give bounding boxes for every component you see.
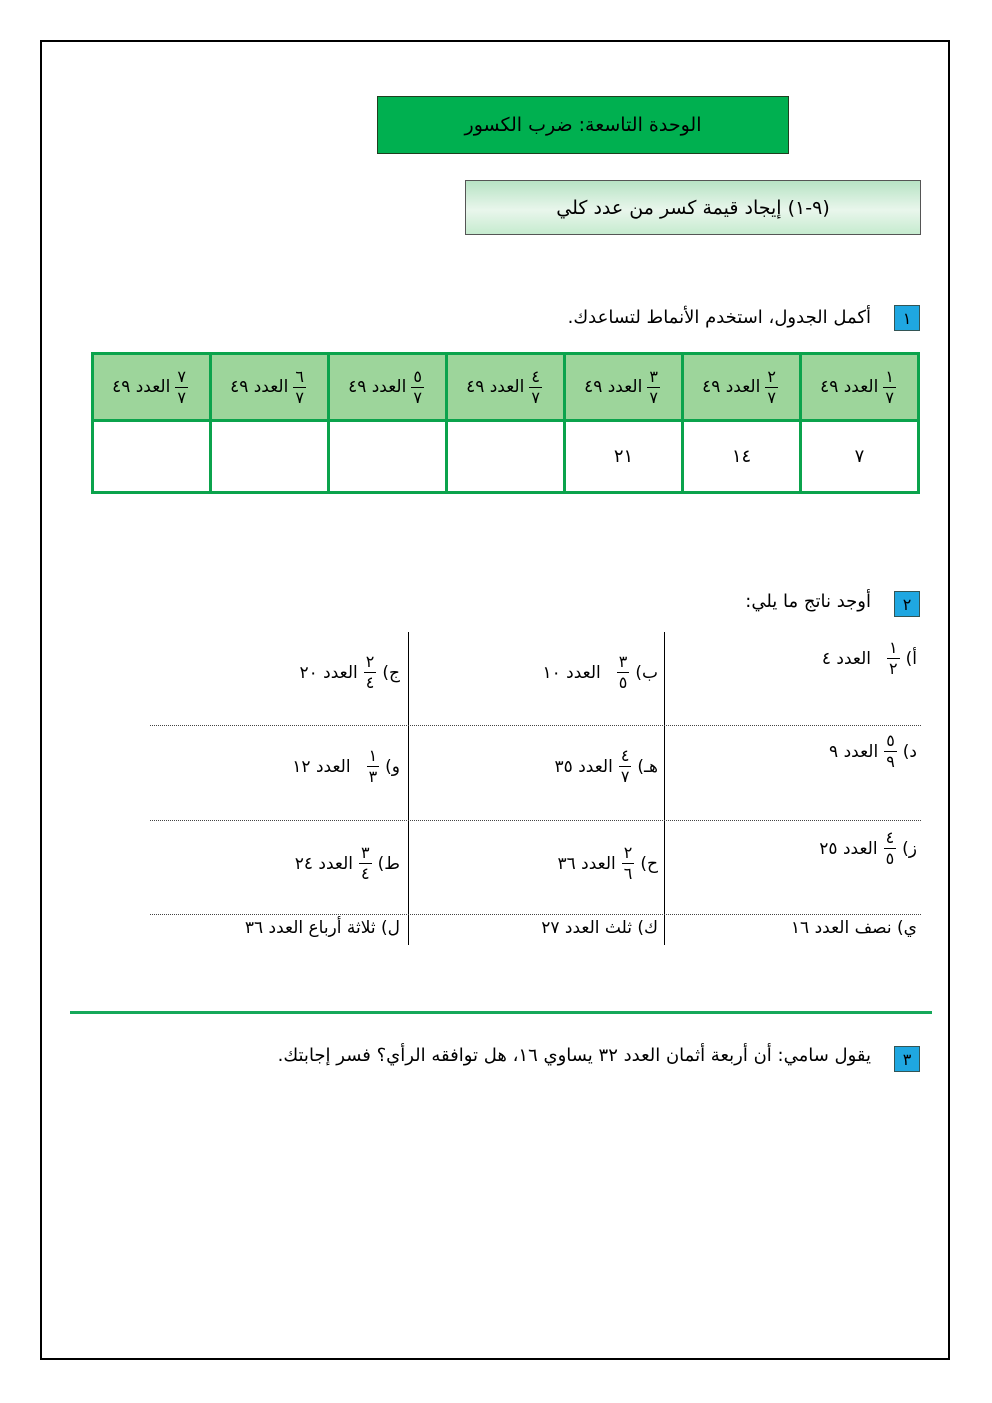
fraction: $\frac{٧}{٧}$ [177, 366, 186, 407]
fraction: $\frac{٤}{٧}$ [620, 746, 630, 786]
fraction: $\frac{٦}{٧}$ [295, 366, 304, 407]
table-header-cell: $\frac{٣}{٧}$ العدد ٤٩ [565, 354, 683, 421]
table-header-cell: $\frac{١}{٧}$ العدد ٤٩ [801, 354, 919, 421]
fraction: $\frac{٢}{٧}$ [767, 366, 776, 407]
table-answer-cell[interactable] [447, 421, 565, 493]
section-separator [70, 1011, 932, 1014]
fraction: $\frac{١}{٣}$ [368, 746, 378, 786]
fraction: $\frac{٣}{٥}$ [618, 652, 628, 692]
unit-title-box [377, 96, 789, 154]
question-3-text: يقول سامي: أن أربعة أثمان العدد ٣٢ يساوي ١٦، هل توافقه الرأي؟ فسر إجابتك. [277, 1045, 871, 1066]
table-header-cell: $\frac{٢}{٧}$ العدد ٤٩ [683, 354, 801, 421]
fraction: $\frac{٣}{٧}$ [649, 366, 658, 407]
question-1-number: ١ [894, 305, 920, 331]
table-answer-cell[interactable] [211, 421, 329, 493]
lesson-title: (٩-١) إيجاد قيمة كسر من عدد كلي [556, 196, 830, 219]
fractions-table [91, 352, 920, 494]
fraction: $\frac{٢}{٦}$ [623, 843, 633, 883]
exercise-item: ل) ثلاثة أرباع العدد ٣٦ [244, 918, 400, 938]
exercise-item: ب) $\frac{٣}{٥}$ العدد ١٠ [542, 652, 658, 692]
row-divider [150, 820, 921, 821]
exercise-item: و) $\frac{١}{٣}$ العدد ١٢ [292, 746, 400, 786]
lesson-title-box [465, 180, 921, 235]
exercise-item: ج) $\frac{٢}{٤}$ العدد ٢٠ [299, 652, 400, 692]
fraction: $\frac{٢}{٤}$ [365, 652, 375, 692]
fraction: $\frac{٥}{٩}$ [886, 731, 895, 771]
page-frame [40, 40, 950, 1360]
table-value-cell: ١٤ [683, 421, 801, 493]
row-divider [150, 725, 921, 726]
table-value-cell: ٢١ [565, 421, 683, 493]
column-divider [664, 632, 665, 945]
exercise-item: أ) $\frac{١}{٢}$ العدد ٤ [821, 638, 917, 678]
question-2-number: ٢ [894, 591, 920, 617]
table-header-cell: $\frac{٥}{٧}$ العدد ٤٩ [329, 354, 447, 421]
table-header-row [93, 354, 919, 421]
row-divider [150, 914, 921, 915]
table-header-cell: $\frac{٧}{٧}$ العدد ٤٩ [93, 354, 211, 421]
question-1-text: أكمل الجدول، استخدم الأنماط لتساعدك. [567, 307, 871, 328]
exercise-item: ح) $\frac{٢}{٦}$ العدد ٣٦ [557, 843, 658, 883]
fraction: $\frac{١}{٧}$ [885, 366, 894, 407]
fraction: $\frac{٥}{٧}$ [413, 366, 422, 407]
exercise-item: ط) $\frac{٣}{٤}$ العدد ٢٤ [294, 843, 400, 883]
table-value-cell: ٧ [801, 421, 919, 493]
table-value-row [93, 421, 919, 493]
fraction: $\frac{١}{٢}$ [889, 638, 898, 678]
unit-title: الوحدة التاسعة: ضرب الكسور [464, 114, 702, 136]
table-answer-cell[interactable] [329, 421, 447, 493]
exercise-item: ي) نصف العدد ١٦ [790, 918, 917, 938]
table-header-cell: $\frac{٤}{٧}$ العدد ٤٩ [447, 354, 565, 421]
exercise-item: د) $\frac{٥}{٩}$ العدد ٩ [829, 731, 917, 771]
question-3-number: ٣ [894, 1046, 920, 1072]
column-divider [408, 632, 409, 945]
fraction: $\frac{٤}{٥}$ [885, 828, 895, 868]
table-header-cell: $\frac{٦}{٧}$ العدد ٤٩ [211, 354, 329, 421]
exercise-item: ز) $\frac{٤}{٥}$ العدد ٢٥ [819, 828, 917, 868]
question-2-text: أوجد ناتج ما يلي: [745, 591, 871, 612]
fraction: $\frac{٤}{٧}$ [531, 366, 540, 407]
exercise-item: ك) ثلث العدد ٢٧ [541, 918, 658, 938]
exercise-item: هـ) $\frac{٤}{٧}$ العدد ٣٥ [554, 746, 658, 786]
table-answer-cell[interactable] [93, 421, 211, 493]
fraction: $\frac{٣}{٤}$ [361, 843, 370, 883]
